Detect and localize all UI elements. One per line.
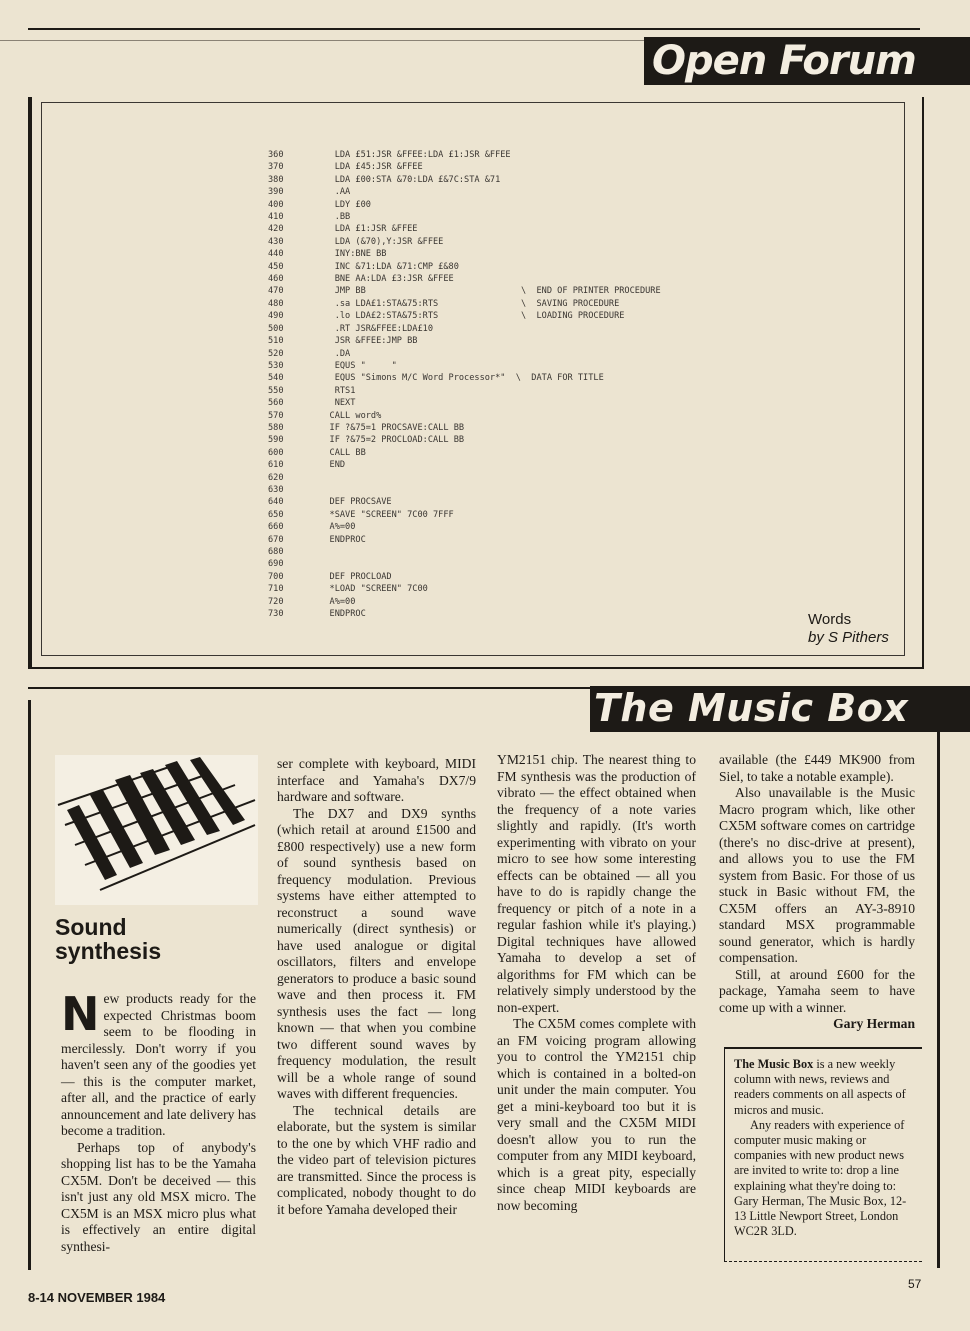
col3-paragraph-2: The CX5M comes complete with an FM voicing program allowing you to control the YM2151 chip which is contained in a bolted-on unit under the main computer. You get a mini-keyboard too but it is very small and the CX5M MIDI doesn't allow you to run the computer from any MIDI keyboard, which is a great pity, especially since cheap MIDI keyboards are now becoming	[497, 1016, 696, 1213]
keyboard-illustration	[55, 755, 258, 905]
music-box-title: The Music Box	[594, 686, 909, 730]
line-number: 440	[268, 249, 284, 260]
line-number: 490	[268, 311, 284, 322]
line-code: IF ?&75=2 PROCLOAD:CALL BB	[314, 435, 465, 446]
line-code: NEXT	[314, 398, 356, 409]
line-code: LDA £45:JSR &FFEE	[314, 162, 423, 173]
listing-line	[268, 335, 661, 347]
line-code: .BB	[314, 212, 351, 223]
listing-line	[268, 149, 661, 161]
line-number: 650	[268, 509, 284, 520]
listing-line	[268, 372, 661, 384]
listing-line	[268, 459, 661, 471]
program-listing	[268, 149, 661, 620]
listing-line	[268, 397, 661, 409]
col4-paragraph-3: Still, at around £600 for the package, Yamaha seem to have come up with a winner.	[719, 966, 915, 1015]
line-code: CALL BB	[314, 447, 366, 458]
article-column-1	[61, 987, 256, 1255]
line-code: DEF PROCSAVE	[314, 497, 392, 508]
line-number: 730	[268, 609, 284, 620]
section-heading-line1: Sound	[55, 914, 127, 940]
listing-line	[268, 434, 661, 446]
line-code: A%=00	[314, 596, 356, 607]
listing-line	[268, 558, 661, 570]
line-number: 420	[268, 224, 284, 235]
line-number: 480	[268, 298, 284, 309]
line-code: JSR &FFEE:JMP BB	[314, 336, 418, 347]
listing-line	[268, 211, 661, 223]
line-number: 560	[268, 398, 284, 409]
line-number: 630	[268, 484, 284, 495]
article-column-2	[277, 756, 476, 1218]
line-number: 450	[268, 261, 284, 272]
listing-line	[268, 608, 661, 620]
line-number: 380	[268, 174, 284, 185]
listing-line	[268, 174, 661, 186]
sidebar-text	[734, 1057, 914, 1239]
line-code: *LOAD "SCREEN" 7C00	[314, 584, 428, 595]
line-number: 500	[268, 323, 284, 334]
line-number: 690	[268, 559, 284, 570]
listing-line	[268, 298, 661, 310]
line-number: 520	[268, 348, 284, 359]
line-number: 590	[268, 435, 284, 446]
line-code: LDA £00:STA &70:LDA £&7C:STA &71	[314, 174, 501, 185]
line-code: LDA (&70),Y:JSR &FFEE	[314, 236, 444, 247]
line-number: 720	[268, 596, 284, 607]
listing-line	[268, 360, 661, 372]
sidebar-paragraph-1: is a new weekly column with news, reviews and readers comments on all aspects of micros and music.	[734, 1057, 906, 1117]
listing-line	[268, 199, 661, 211]
line-code: .sa LDA£1:STA&75:RTS \ SAVING PROCEDURE	[314, 298, 620, 309]
listing-line	[268, 447, 661, 459]
line-code: LDY £00	[314, 199, 371, 210]
line-code: ENDPROC	[314, 609, 366, 620]
line-code: A%=00	[314, 522, 356, 533]
line-number: 530	[268, 360, 284, 371]
line-number: 680	[268, 547, 284, 557]
listing-line	[268, 596, 661, 608]
listing-line	[268, 422, 661, 434]
line-number: 400	[268, 199, 284, 210]
col2-paragraph-2: The DX7 and DX9 synths (which retail at around £1500 and £800 respectively) use a new form of sound synthesis based on frequency modulation. Previous systems have either attempted to reconstruct a sound wave numerically (direct synthesis) or have used analogue or digital oscillators, filters and envelope generators to produce a basic sound wave and then process it. FM synthesis uses the fact — long known — that when you combine two different sound waves by frequency modulation, the result will be a whole range of sound waves with different frequencies.	[277, 805, 476, 1101]
listing-line	[268, 385, 661, 397]
line-code: INC &71:LDA &71:CMP £&80	[314, 261, 459, 272]
listing-line	[268, 248, 661, 260]
listing-line	[268, 521, 661, 533]
line-code: ENDPROC	[314, 534, 366, 545]
section-heading	[55, 915, 161, 963]
line-number: 360	[268, 150, 284, 160]
listing-line	[268, 236, 661, 248]
listing-line	[268, 496, 661, 508]
article-column-4	[719, 752, 915, 1033]
line-number: 550	[268, 385, 284, 396]
listing-line	[268, 546, 661, 558]
right-column-rule	[937, 728, 940, 1268]
open-forum-title: Open Forum	[652, 38, 916, 84]
page-number: 57	[908, 1277, 922, 1291]
listing-line	[268, 348, 661, 360]
line-number: 610	[268, 460, 284, 471]
sidebar-lead: The Music Box	[734, 1057, 814, 1071]
line-code: LDA £1:JSR &FFEE	[314, 224, 418, 235]
drop-cap: N	[61, 987, 100, 1041]
line-number: 470	[268, 286, 284, 297]
author-signature: Gary Herman	[833, 1016, 915, 1031]
line-code: .AA	[314, 187, 351, 198]
col3-paragraph-1: YM2151 chip. The nearest thing to FM synthesis was the production of vibrato — the effect obtained when the frequency of a note varies slightly and rapidly. (It's worth experimenting with vibrato on your micro to see how some interesting effects can be obtained — all you have to do is rapidly change the frequency or pitch of a note in a regular fashion while it's playing.) Digital techniques have allowed Yamaha to develop a set of algorithms for FM which can be relatively simply understood by the non-expert.	[497, 752, 696, 1015]
line-number: 390	[268, 187, 284, 198]
line-number: 430	[268, 236, 284, 247]
line-code: BNE AA:LDA £3:JSR &FFEE	[314, 274, 454, 285]
listing-line	[268, 323, 661, 335]
open-forum-banner	[644, 37, 970, 85]
listing-line	[268, 472, 661, 484]
listing-line	[268, 285, 661, 297]
line-code: LDA £51:JSR &FFEE:LDA £1:JSR &FFEE	[314, 150, 511, 160]
listing-line	[268, 261, 661, 273]
line-code: .DA	[314, 348, 351, 359]
line-code: .RT JSR&FFEE:LDA£10	[314, 323, 433, 334]
line-number: 540	[268, 373, 284, 384]
credit-title: Words	[808, 611, 852, 628]
listing-line	[268, 571, 661, 583]
line-number: 670	[268, 534, 284, 545]
line-number: 580	[268, 422, 284, 433]
line-code: .lo LDA£2:STA&75:RTS \ LOADING PROCEDURE	[314, 311, 625, 322]
line-code: IF ?&75=1 PROCSAVE:CALL BB	[314, 422, 465, 433]
line-number: 370	[268, 162, 284, 173]
line-number: 570	[268, 410, 284, 421]
listing-line	[268, 273, 661, 285]
listing-line	[268, 310, 661, 322]
music-box-banner	[590, 686, 970, 732]
top-rule	[28, 28, 920, 30]
col4-paragraph-1: available (the £449 MK900 from Siel, to take a notable example).	[719, 752, 915, 784]
sidebar-paragraph-2: Any readers with experience of computer music making or companies with new product news are invited to write to: drop a line explaining what they're doing to: Gary Herman, The Music Box, 12-13 Little Newport Street, London WC2R 3LD.	[734, 1117, 907, 1239]
listing-line	[268, 186, 661, 198]
line-code: EQUS "Simons M/C Word Processor*" \ DATA FOR TITLE	[314, 373, 604, 384]
line-number: 510	[268, 336, 284, 347]
col4-paragraph-2: Also unavailable is the Music Macro program which, like other CX5M software comes on cartridge (there's no disc-drive at present), and allows you to use the FM system from Basic. For those of us stuck in Basic without FM, the CX5M offers an AY-3-8910 standard MSX programmable sound generator, which is hardly compensation.	[719, 785, 915, 965]
line-code: EQUS " "	[314, 360, 397, 371]
col1-paragraph-1: ew products ready for the expected Christmas boom seem to be flooding in mercilessly. Don't worry if you haven't seen any of the goodies yet — this is the computer market, after all, and the practice of early announcement and late delivery has become a tradition.	[61, 991, 256, 1138]
line-number: 620	[268, 472, 284, 483]
line-number: 710	[268, 584, 284, 595]
line-number: 460	[268, 274, 284, 285]
listing-line	[268, 161, 661, 173]
line-code: DEF PROCLOAD	[314, 571, 392, 582]
listing-line	[268, 534, 661, 546]
line-code: INY:BNE BB	[314, 249, 387, 260]
line-code: CALL word%	[314, 410, 382, 421]
line-code: RTS1	[314, 385, 356, 396]
line-number: 660	[268, 522, 284, 533]
line-number: 410	[268, 212, 284, 223]
line-number: 700	[268, 571, 284, 582]
listing-line	[268, 223, 661, 235]
line-code: JMP BB \ END OF PRINTER PROCEDURE	[314, 286, 661, 297]
line-number: 640	[268, 497, 284, 508]
listing-line	[268, 509, 661, 521]
listing-line	[268, 484, 661, 496]
col2-paragraph-1: ser complete with keyboard, MIDI interface and Yamaha's DX7/9 hardware and software.	[277, 756, 476, 804]
left-column-rule	[28, 700, 31, 1270]
listing-line	[268, 583, 661, 595]
line-number: 600	[268, 447, 284, 458]
line-code: *SAVE "SCREEN" 7C00 7FFF	[314, 509, 454, 520]
col1-paragraph-2: Perhaps top of anybody's shopping list has to be the Yamaha CX5M. Don't be deceived — this isn't just any old MSX micro. The CX5M is an MSX micro plus what is effectively an entire digital synthesi-	[61, 1139, 256, 1254]
line-code: END	[314, 460, 346, 471]
credit-author: by S Pithers	[808, 629, 889, 646]
footer-date: 8-14 NOVEMBER 1984	[28, 1290, 166, 1305]
listing-line	[268, 410, 661, 422]
article-column-3	[497, 752, 696, 1214]
section-heading-line2: synthesis	[55, 938, 162, 964]
col2-paragraph-3: The technical details are elaborate, but the system is similar to the one by which VHF radio and the video part of television pictures are transmitted. Since the process is complicated, nobody thought to do it before Yamaha developed their	[277, 1102, 476, 1217]
